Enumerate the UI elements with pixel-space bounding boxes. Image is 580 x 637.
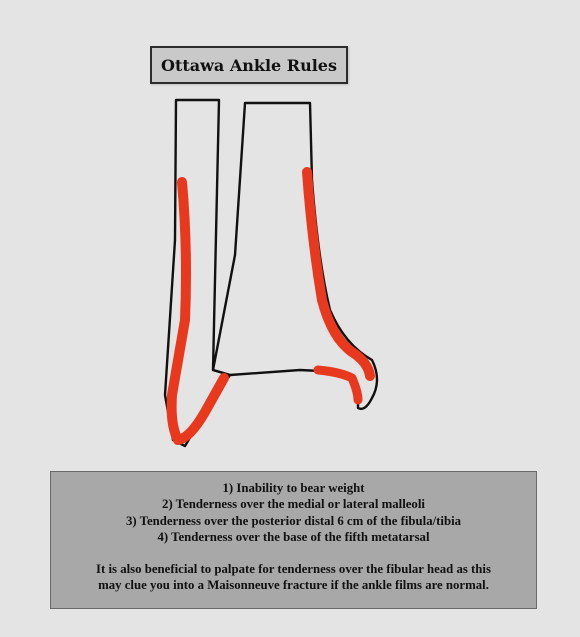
rule-item: 3) Tenderness over the posterior distal 6 cm of the fibula/tibia [125, 513, 462, 528]
note-line: It is also beneficial to palpate for tenderness over the fibular head as this [96, 562, 491, 577]
medial-malleolus-highlight [318, 370, 358, 400]
spacer [51, 545, 536, 561]
diagram-title: Ottawa Ankle Rules [161, 55, 337, 75]
rule-item: 2) Tenderness over the medial or lateral malleoli [162, 497, 425, 512]
tibia-outline [213, 103, 377, 409]
rules-box [50, 471, 537, 609]
rule-item: 1) Inability to bear weight [222, 481, 365, 495]
rule-item: 4) Tenderness over the base of the fifth metatarsal [157, 529, 430, 544]
note-line: may clue you into a Maisonneuve fracture if the ankle films are normal. [98, 578, 489, 593]
medial-tibia-highlight [307, 172, 370, 376]
